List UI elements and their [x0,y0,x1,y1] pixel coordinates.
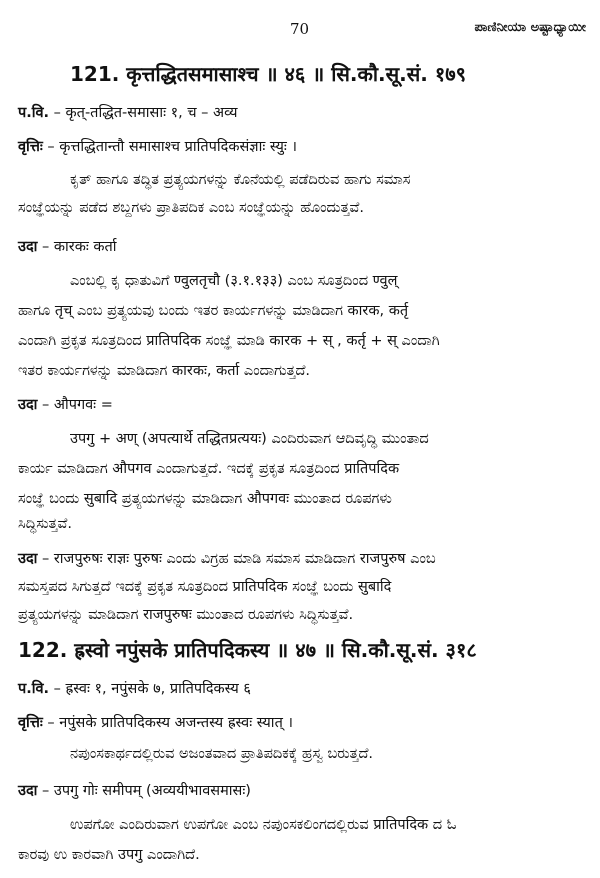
example-line: ಕಾರವು ಉ ಕಾರವಾಗಿ उपगु ಎಂದಾಗಿದೆ. [18,847,200,863]
vritti-text: – नपुंसके प्रातिपदिकस्य अजन्तस्य ह्रस्वः स्यात् । [42,715,293,731]
pavi-label: प.वि. [18,681,50,697]
uda-text: – उपगु गोः समीपम् (अव्ययीभावसमासः) [37,783,251,799]
vritti-text: – कृत्तद्धितान्तौ समासाश्च प्रातिपदिकसंज्ञाः स्युः । [42,139,297,155]
example-line: ಸಿದ್ಧಿಸುತ್ತವೆ. [18,516,72,532]
sutra-122-heading: 122. ह्रस्वो नपुंसके प्रातिपदिकस्य ॥ ४७ ॥ सि.कौ.सू.सं. ३१८ [18,638,477,662]
page-number: 70 [290,20,310,38]
sutra-122-pavi [18,678,251,698]
book-title: ಪಾಣಿನೀಯಾ ಅಷ್ಟಾಧ್ಯಾಯೀ [474,20,586,35]
uda-label: उदा [18,239,38,255]
example-line: ಸಂಜ್ಞೆ ಬಂದು सुबादि ಪ್ರತ್ಯಯಗಳನ್ನು ಮಾಡಿದಾಗ औपगवः ಮುಂತಾದ ರೂಪಗಳು [18,491,392,507]
uda-text: – कारकः कर्ता [37,239,117,255]
explain-line: ಕೃತ್ ಹಾಗೂ ತದ್ಧಿತ ಪ್ರತ್ಯಯಗಳನ್ನು ಕೊನೆಯಲ್ಲಿ ಪಡೆದಿರುವ ಹಾಗು ಸಮಾಸ [70,172,411,188]
uda-label: उदा [18,551,38,567]
example-line: ಉಪಗೋ ಎಂದಿರುವಾಗ ಉಪಗೋ ಎಂಬ ನಪುಂಸಕಲಿಂಗದಲ್ಲಿರುವ प्रातिपदिक ದ ಓ [70,817,457,833]
uda-label: उदा [18,783,38,799]
sutra-122-vritti [18,712,293,732]
example-line: ಹಾಗೂ तृच् ಎಂಬ ಪ್ರತ್ಯಯವು ಬಂದು ಇತರ ಕಾರ್ಯಗಳನ್ನು ಮಾಡಿದಾಗ कारक, कर्तृ [18,303,409,319]
example-1 [18,780,251,800]
example-line: उपगु + अण् (अपत्यार्थे तद्धितप्रत्ययः) ಎಂದಿರುವಾಗ ಆದಿವೃದ್ಧಿ ಮುಂತಾದ [70,431,429,447]
uda-label: उदा [18,397,38,413]
example-line: ಎಂದಾಗಿ ಪ್ರಕೃತ ಸೂತ್ರದಿಂದ प्रातिपदिक ಸಂಜ್ಞೆ ಮಾಡಿ कारक + स् , कर्तृ + स् ಎಂದಾಗಿ [18,333,440,349]
example-line: ಇತರ ಕಾರ್ಯಗಳನ್ನು ಮಾಡಿದಾಗ कारकः, कर्ता ಎಂದಾಗುತ್ತದೆ. [18,363,311,379]
uda-text: – राजपुरुषः राज्ञः पुरुषः ಎಂದು ವಿಗ್ರಹ ಮಾಡಿ ಸಮಾಸ ಮಾಡಿದಾಗ राजपुरुष ಎಂಬ [37,551,436,567]
example-line: ಎಂಬಲ್ಲಿ ಕೃ ಧಾತುವಿಗೆ ण्वुलतृचौ (३.१.१३३) ಎಂಬ ಸೂತ್ರದಿಂದ ण्वुल् [70,273,398,289]
example-2 [18,394,113,414]
sutra-121-vritti [18,136,297,156]
sutra-121-pavi [18,102,238,122]
explain-line: ನಪುಂಸಕಾರ್ಥದಲ್ಲಿರುವ ಅಜಂತವಾದ ಪ್ರಾತಿಪದಿಕಕ್ಕೆ ಹ್ರಸ್ವ ಬರುತ್ತದೆ. [70,746,374,762]
vritti-label: वृत्तिः [18,139,43,155]
example-line: ಪ್ರತ್ಯಯಗಳನ್ನು ಮಾಡಿದಾಗ राजपुरुषः ಮುಂತಾದ ರೂಪಗಳು ಸಿದ್ಧಿಸುತ್ತವೆ. [18,607,354,623]
example-3 [18,548,436,568]
explain-line: ಸಂಜ್ಞೆಯನ್ನು ಪಡೆದ ಶಬ್ದಗಳು ಪ್ರಾತಿಪದಿಕ ಎಂಬ ಸಂಜ್ಞೆಯನ್ನು ಹೊಂದುತ್ತವೆ. [18,200,364,216]
pavi-text: – कृत्-तद्धित-समासाः १, च – अव्य [49,105,238,121]
uda-text: – औपगवः = [37,397,113,413]
pavi-text: – ह्रस्वः १, नपुंसके ७, प्रातिपदिकस्य ६ [49,681,251,697]
sutra-121-heading: 121. कृत्तद्धितसमासाश्च ॥ ४६ ॥ सि.कौ.सू.सं. १७९ [70,62,467,86]
example-line: ಕಾರ್ಯ ಮಾಡಿದಾಗ औपगव ಎಂದಾಗುತ್ತದೆ. ಇದಕ್ಕೆ ಪ್ರಕೃತ ಸೂತ್ರದಿಂದ प्रातिपदिक [18,461,400,477]
example-1 [18,236,117,256]
vritti-label: वृत्तिः [18,715,43,731]
pavi-label: प.वि. [18,105,50,121]
example-line: ಸಮಸ್ತಪದ ಸಿಗುತ್ತದೆ ಇದಕ್ಕೆ ಪ್ರಕೃತ ಸೂತ್ರದಿಂದ प्रातिपदिक ಸಂಜ್ಞೆ ಬಂದು सुबादि [18,579,392,595]
